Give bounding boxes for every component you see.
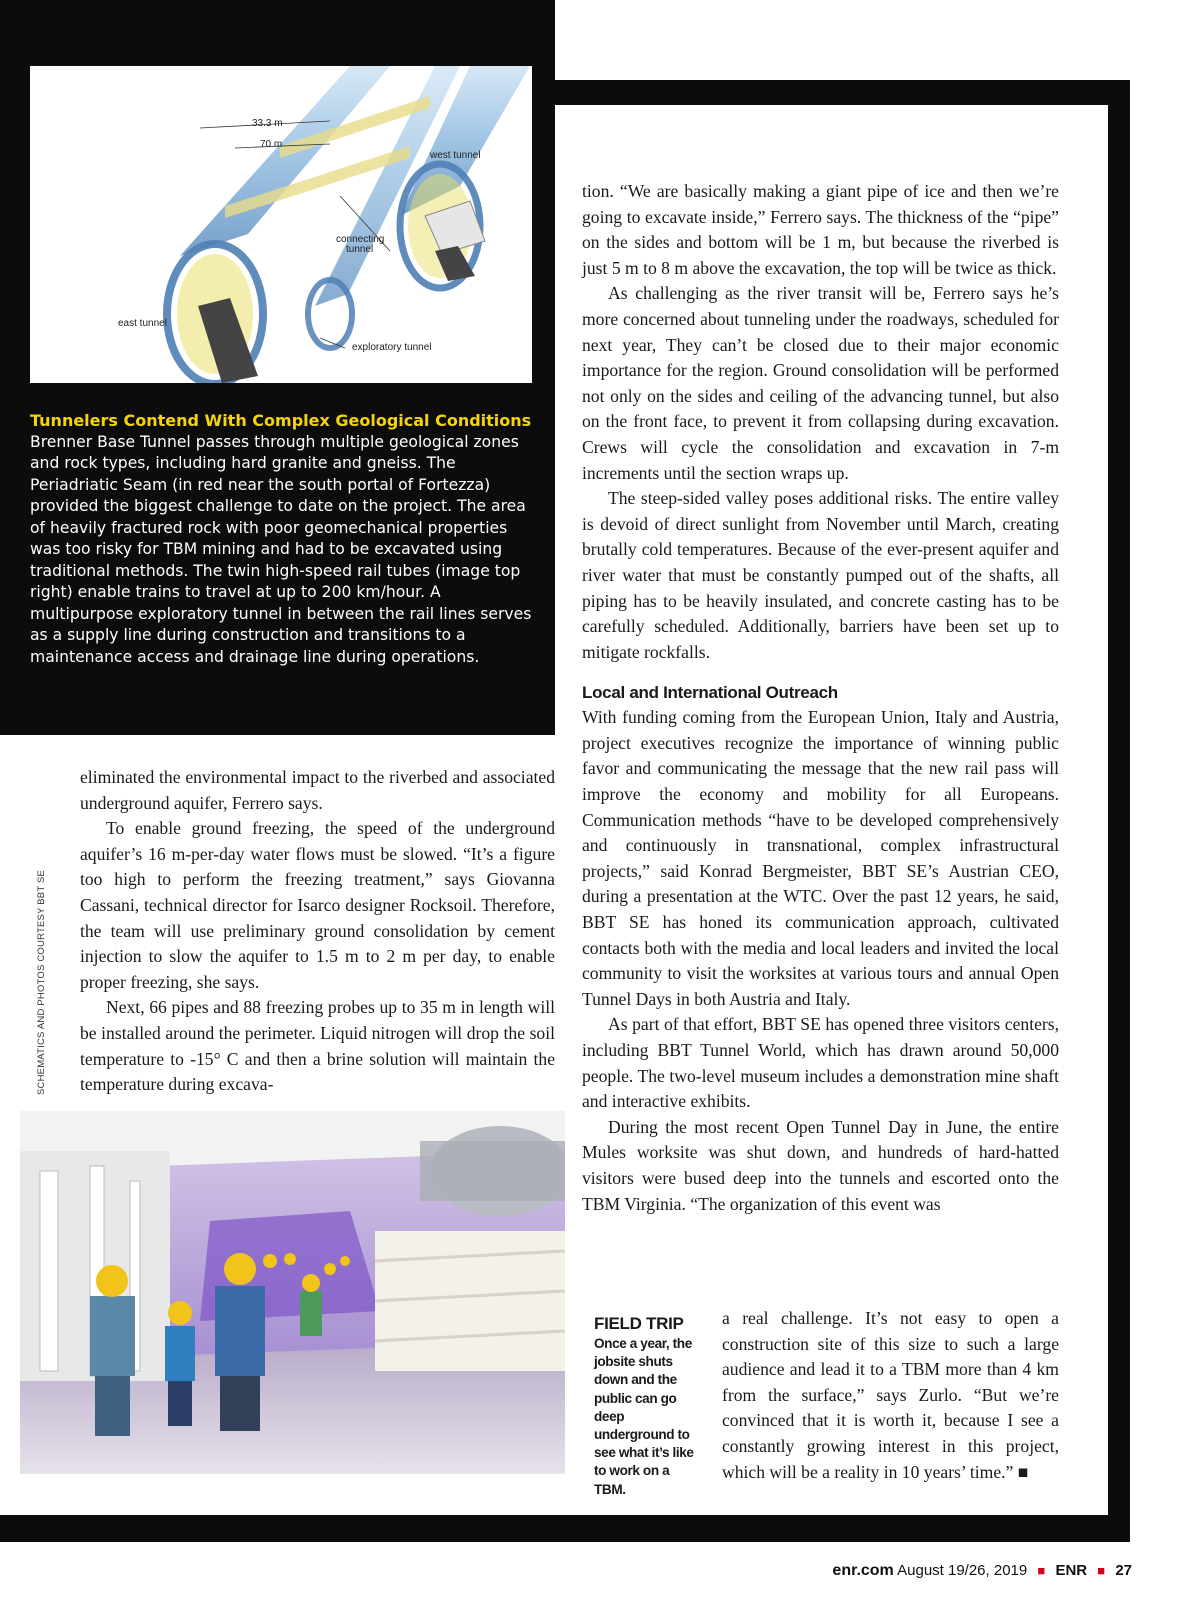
black-frame-bottom (0, 1515, 1130, 1542)
caption-title: Tunnelers Contend With Complex Geological Conditions (30, 411, 532, 430)
article-column-right-end (722, 1306, 1059, 1485)
diagram-label-west-tunnel: west tunnel (430, 150, 481, 161)
article-column-left (80, 765, 555, 1098)
diagram-label-east-tunnel: east tunnel (118, 318, 167, 329)
footer-site: enr.com (832, 1562, 894, 1579)
paragraph: tion. “We are basically making a giant pipe of ice and then we’re going to excavate inside,” Ferrero says. The thickness of the “pipe” on the sides and bottom will be 1 m, but because the riverbed is just 5 m to 8 m above the excavation, the top will be twice as thick. (582, 181, 1059, 278)
figure-caption (30, 410, 540, 668)
diagram-label-33m: 33.3 m (252, 118, 283, 129)
diagram-label-tunnel: tunnel (346, 244, 374, 255)
photo-credit-text: SCHEMATICS AND PHOTOS COURTESY BBT SE (36, 869, 47, 1095)
page-footer (832, 1562, 1132, 1580)
paragraph: The steep-sided valley poses additional risks. The entire valley is devoid of direct sunlight from November until March, creating brutally cold temperatures. Because of the ever-present aquifer and river water that must be constantly pumped out of the shafts, all piping has to be heavily insulated, and concrete casting has to be carefully scheduled. Additionally, barriers have been set up to mitigate rockfalls. (582, 488, 1059, 662)
tunnel-visitors-photo-svg (20, 1111, 565, 1474)
diagram-label-70m: 70 m (260, 139, 283, 150)
sidebar-body: Once a year, the jobsite shuts down and the public can go deep underground to see what it’s like to work on a TBM. (594, 1336, 694, 1497)
diagram-label-connecting: connecting (336, 234, 385, 245)
footer-separator-icon: ■ (1037, 1563, 1046, 1578)
caption-body: Brenner Base Tunnel passes through multiple geological zones and rock types, including hard granite and gneiss. The Periadriatic Seam (in red near the south portal of Fortezza) provided the biggest challenge to date on the project. The area of heavily fractured rock with poor geomechanical properties was too risky for TBM mining and had to be excavated using traditional methods. The twin high-speed rail tubes (image top right) enable trains to travel at up to 200 km/hour. A multipurpose exploratory tunnel in between the rail lines serves as a supply line during construction and transitions to a maintenance access and drainage line during operations. (30, 432, 532, 666)
paragraph: During the most recent Open Tunnel Day in June, the entire Mules worksite was shut down, and hundreds of hard-hatted visitors were bused deep into the tunnels and escorted onto the TBM Virginia. “The organization of this event was (582, 1116, 1059, 1214)
paragraph: Next, 66 pipes and 88 freezing probes up to 35 m in length will be installed around the perimeter. Liquid nitrogen will drop the soil temperature to -15° C and then a brine solution will maintain the temperature during excava- (80, 997, 555, 1095)
paragraph: a real challenge. It’s not easy to open a construction site of this size to such a large audience and lead it to a TBM more than 4 km from the surface,” says Zurlo. “But we’re convinced that it is worth it, because I see a constantly growing interest in this project, which will be a reality in 10 years’ time.” ■ (722, 1308, 1059, 1482)
paragraph: eliminated the environmental impact to the riverbed and associated underground aquifer, Ferrero says. (80, 767, 555, 813)
page-number: 27 (1115, 1562, 1132, 1579)
article-column-right (582, 179, 1059, 1217)
photo-caption-sidebar (594, 1313, 702, 1499)
sidebar-title: FIELD TRIP (594, 1314, 684, 1333)
paragraph: As part of that effort, BBT SE has opened three visitors centers, including BBT Tunnel World, which has drawn around 50,000 people. The two-level museum includes a demonstration mine shaft and interactive exhibits. (582, 1014, 1059, 1112)
paragraph: With funding coming from the European Union, Italy and Austria, project executives recognize the importance of winning public favor and communicating the message that the new rail pass will improve the economy and mobility for all Europeans. Communication methods “have to be developed comprehensively and continuously in transnational, complex infrastructural projects,” said Konrad Bergmeister, BBT SE’s Austrian CEO, during a presentation at the WTC. Over the past 12 years, he said, BBT SE has honed its communication approach, cultivated contacts both with the media and local leaders and invited the local community to visit the worksites at various tours and annual Open Tunnel Days in both Austria and Italy. (582, 707, 1059, 1009)
tunnel-diagram-svg (30, 66, 532, 383)
footer-date: August 19/26, 2019 (897, 1562, 1028, 1579)
tunnel-diagram (30, 66, 532, 383)
section-subhead: Local and International Outreach (582, 683, 838, 703)
footer-brand: ENR (1055, 1562, 1088, 1579)
paragraph: As challenging as the river transit will be, Ferrero says he’s more concerned about tunneling under the roadways, scheduled for next year, They can’t be closed due to their major economic importance for the region. Ground consolidation will be performed not only on the sides and ceiling of the advancing tunnel, but also on the front face, to prevent it from collapsing during excavation. Crews will cycle the consolidation and excavation in 7-m increments until the section wraps up. (582, 283, 1059, 483)
footer-separator-icon: ■ (1097, 1563, 1106, 1578)
diagram-label-exploratory-tunnel: exploratory tunnel (352, 342, 432, 353)
paragraph: To enable ground freezing, the speed of the underground aquifer’s 16 m-per-day water flows must be slowed. “It’s a figure too high to perform the freezing treatment,” says Giovanna Cassani, technical director for Isarco designer Rocksoil. Therefore, the team will use preliminary ground consolidation by cement injection to slow the aquifer to 1.5 m to 2 m per day, to enable proper freezing, she says. (80, 818, 555, 992)
tunnel-visitors-photo (20, 1111, 565, 1474)
